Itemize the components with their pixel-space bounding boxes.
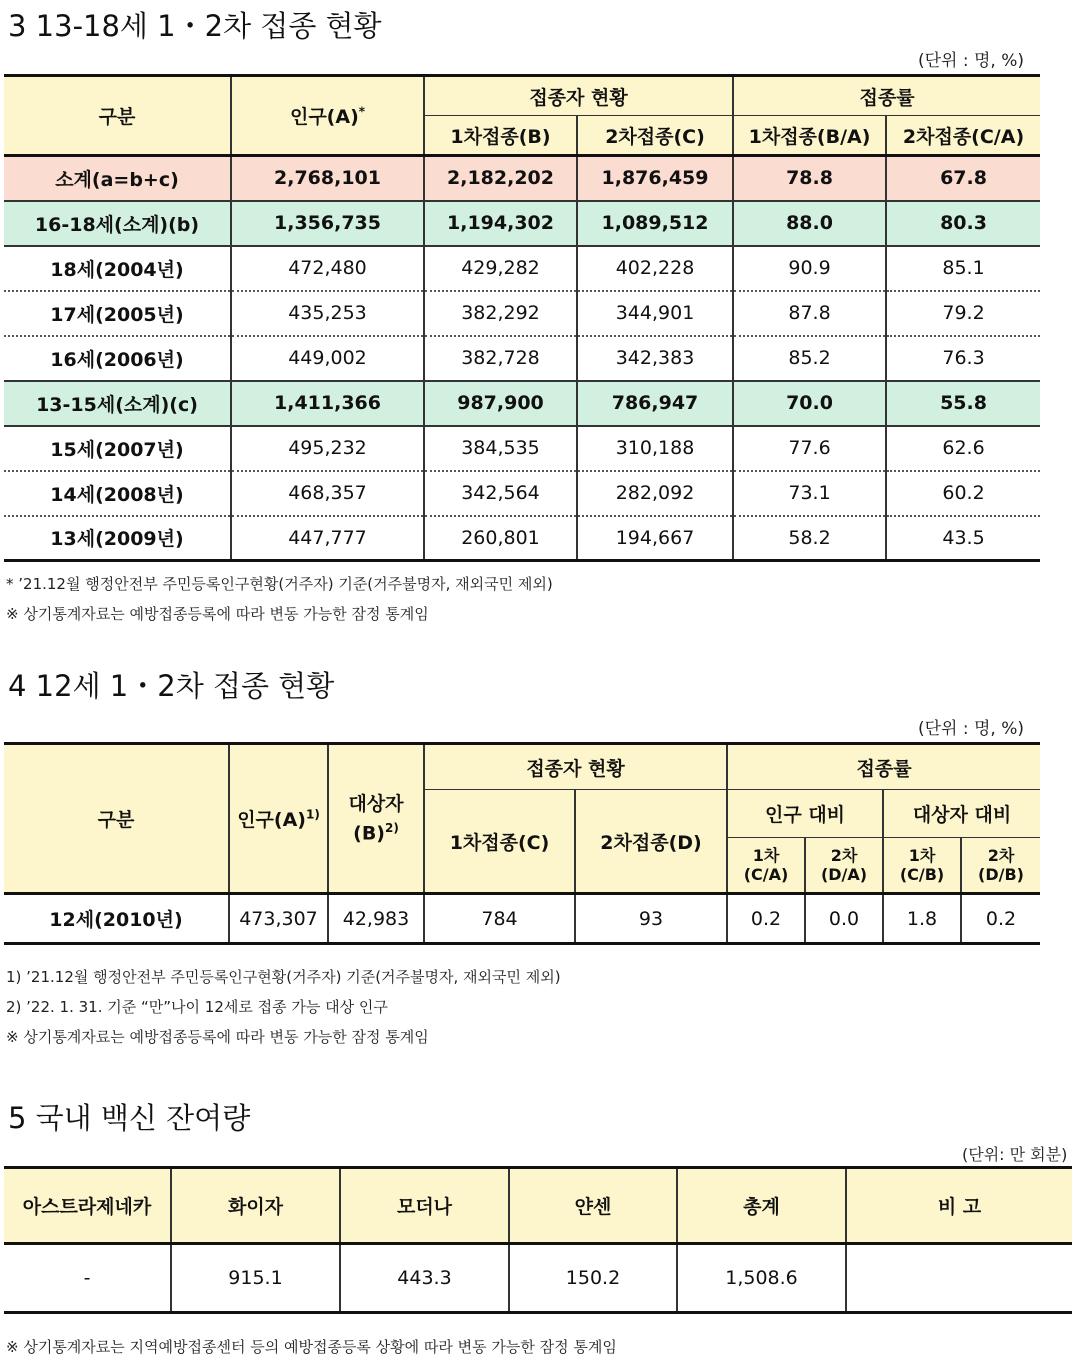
header-rate-c-b: 1차 (C/B)	[883, 838, 961, 894]
table-13-18-vaccination	[4, 74, 1040, 562]
cell-population: 435,253	[231, 291, 424, 336]
cell-rate2: 85.1	[886, 246, 1040, 291]
header-pop-ratio: 인구 대비	[727, 790, 883, 838]
cell-dose2: 93	[575, 894, 727, 944]
table-row	[4, 291, 1040, 336]
table-row	[4, 516, 1040, 561]
cell-dose2: 194,667	[577, 516, 733, 561]
cell-dose2: 786,947	[577, 381, 733, 426]
cell-total: 1,508.6	[677, 1244, 846, 1313]
cell-dose1: 429,282	[424, 246, 577, 291]
header-rate-d-a: 2차 (D/A)	[805, 838, 883, 894]
table-row-subtotal-13-15	[4, 381, 1040, 426]
cell-rate-c-a: 0.2	[727, 894, 805, 944]
cell-dose2: 310,188	[577, 426, 733, 471]
cell-rate2: 62.6	[886, 426, 1040, 471]
cell-dose1: 784	[424, 894, 575, 944]
cell-dose1: 382,292	[424, 291, 577, 336]
cell-rate1: 58.2	[733, 516, 886, 561]
cell-dose2: 402,228	[577, 246, 733, 291]
header-vaccinated-status: 접종자 현황	[424, 744, 727, 790]
cell-label: 12세(2010년)	[4, 894, 229, 944]
cell-dose1: 1,194,302	[424, 201, 577, 246]
header-rate1: 1차접종(B/A)	[733, 116, 886, 156]
section-5-note: ※ 상기통계자료는 지역예방접종센터 등의 예방접종등록 상황에 따라 변동 가능한 잠정 통계임	[6, 1338, 617, 1356]
section-4-note-2: 2) ’22. 1. 31. 기준 “만”나이 12세로 접종 가능 대상 인구	[6, 998, 388, 1016]
header-rate2: 2차접종(C/A)	[886, 116, 1040, 156]
header-moderna: 모더나	[340, 1168, 509, 1244]
cell-dose2: 1,876,459	[577, 156, 733, 201]
header-vaccination-rate: 접종률	[727, 744, 1040, 790]
cell-dose2: 344,901	[577, 291, 733, 336]
cell-population: 495,232	[231, 426, 424, 471]
header-janssen: 얀센	[509, 1168, 677, 1244]
table-12-vaccination	[4, 742, 1040, 945]
cell-population: 447,777	[231, 516, 424, 561]
table-row	[4, 1244, 1072, 1313]
cell-rate2: 55.8	[886, 381, 1040, 426]
cell-janssen: 150.2	[509, 1244, 677, 1313]
cell-dose1: 382,728	[424, 336, 577, 381]
cell-rate2: 67.8	[886, 156, 1040, 201]
cell-dose2: 1,089,512	[577, 201, 733, 246]
cell-label: 13세(2009년)	[4, 516, 231, 561]
header-target-ratio: 대상자 대비	[883, 790, 1040, 838]
table-row	[4, 471, 1040, 516]
cell-rate-d-a: 0.0	[805, 894, 883, 944]
table-row	[4, 246, 1040, 291]
cell-label: 17세(2005년)	[4, 291, 231, 336]
cell-dose2: 342,383	[577, 336, 733, 381]
table-row-total	[4, 156, 1040, 201]
table-row	[4, 336, 1040, 381]
cell-rate2: 60.2	[886, 471, 1040, 516]
header-vaccinated-status: 접종자 현황	[424, 76, 733, 116]
section-3-note-1: * ’21.12월 행정안전부 주민등록인구현황(거주자) 기준(거주불명자, 재외국민 제외)	[6, 575, 553, 593]
cell-rate2: 43.5	[942, 526, 985, 549]
cell-rate1: 88.0	[733, 201, 886, 246]
header-rate-d-b: 2차 (D/B)	[961, 838, 1040, 894]
cell-target: 42,983	[328, 894, 424, 944]
cell-label: 18세(2004년)	[4, 246, 231, 291]
cell-label: 15세(2007년)	[4, 426, 231, 471]
cell-dose1: 384,535	[424, 426, 577, 471]
header-dose1: 1차접종(B)	[424, 116, 577, 156]
header-pfizer: 화이자	[171, 1168, 340, 1244]
table-row-subtotal-16-18	[4, 201, 1040, 246]
cell-moderna: 443.3	[340, 1244, 509, 1313]
cell-population: 1,356,735	[231, 201, 424, 246]
table-vaccine-stock	[4, 1166, 1072, 1314]
cell-pfizer: 915.1	[171, 1244, 340, 1313]
cell-rate-d-b: 0.2	[961, 894, 1040, 944]
header-target: 대상자 $(B)^{2)}$	[328, 744, 424, 894]
header-total: 총계	[677, 1168, 846, 1244]
header-population: 인구(A)*	[231, 76, 424, 156]
header-population: 인구$(A)^{1)}$	[229, 744, 328, 894]
header-rate-c-a: 1차 (C/A)	[727, 838, 805, 894]
section-4-note-3: ※ 상기통계자료는 예방접종등록에 따라 변동 가능한 잠정 통계임	[6, 1028, 429, 1046]
cell-rate1: 87.8	[733, 291, 886, 336]
cell-population: 468,357	[231, 471, 424, 516]
cell-astrazeneca: -	[4, 1244, 171, 1313]
header-gubun: 구분	[4, 76, 231, 156]
cell-dose1: 2,182,202	[424, 156, 577, 201]
cell-rate2: 76.3	[942, 347, 985, 369]
cell-rate1: 90.9	[733, 246, 886, 291]
cell-rate-c-b: 1.8	[883, 894, 961, 944]
cell-population: 449,002	[231, 336, 424, 381]
cell-rate1: 78.8	[733, 156, 886, 201]
cell-dose1: 342,564	[424, 471, 577, 516]
header-dose1: 1차접종(C)	[424, 790, 575, 894]
section-4-note-1: 1) ’21.12월 행정안전부 주민등록인구현황(거주자) 기준(거주불명자, 재외국민 제외)	[6, 968, 561, 986]
header-dose2: 2차접종(D)	[575, 790, 727, 894]
cell-population: 2,768,101	[231, 156, 424, 201]
cell-remarks	[846, 1244, 1072, 1313]
header-dose2: 2차접종(C)	[577, 116, 733, 156]
section-4-title: 4 12세 1・2차 접종 현황	[8, 669, 335, 703]
cell-dose2: 282,092	[577, 471, 733, 516]
cell-label: 13-15세(소계)(c)	[4, 381, 231, 426]
cell-rate1: 73.1	[733, 471, 886, 516]
cell-label: 소계(a=b+c)	[4, 156, 231, 201]
cell-rate2: 79.2	[886, 291, 1040, 336]
cell-rate1: 70.0	[733, 381, 886, 426]
cell-dose1: 987,900	[424, 381, 577, 426]
cell-label: 14세(2008년)	[4, 471, 231, 516]
cell-population: 472,480	[231, 246, 424, 291]
cell-label: 16-18세(소계)(b)	[4, 201, 231, 246]
header-gubun: 구분	[4, 744, 229, 894]
cell-rate1: 77.6	[733, 426, 886, 471]
header-vaccination-rate: 접종률	[733, 76, 1040, 116]
section-5-unit: (단위: 만 회분)	[962, 1145, 1068, 1164]
section-5-title: 5 국내 백신 잔여량	[8, 1101, 251, 1135]
section-3-note-2: ※ 상기통계자료는 예방접종등록에 따라 변동 가능한 잠정 통계임	[6, 605, 429, 623]
cell-population: 1,411,366	[231, 381, 424, 426]
table-row	[4, 426, 1040, 471]
section-4-unit: (단위 : 명, %)	[918, 719, 1025, 739]
cell-population: 473,307	[229, 894, 328, 944]
cell-rate2: 80.3	[886, 201, 1040, 246]
header-astrazeneca: 아스트라제네카	[4, 1168, 171, 1244]
cell-dose1: 260,801	[424, 516, 577, 561]
section-3-title: 3 13-18세 1・2차 접종 현황	[8, 9, 382, 43]
cell-rate1: 85.2	[733, 336, 886, 381]
cell-label: 16세(2006년)	[4, 336, 231, 381]
table-row	[4, 894, 1040, 944]
section-3-unit: (단위 : 명, %)	[918, 51, 1025, 71]
header-remarks: 비 고	[846, 1168, 1072, 1244]
